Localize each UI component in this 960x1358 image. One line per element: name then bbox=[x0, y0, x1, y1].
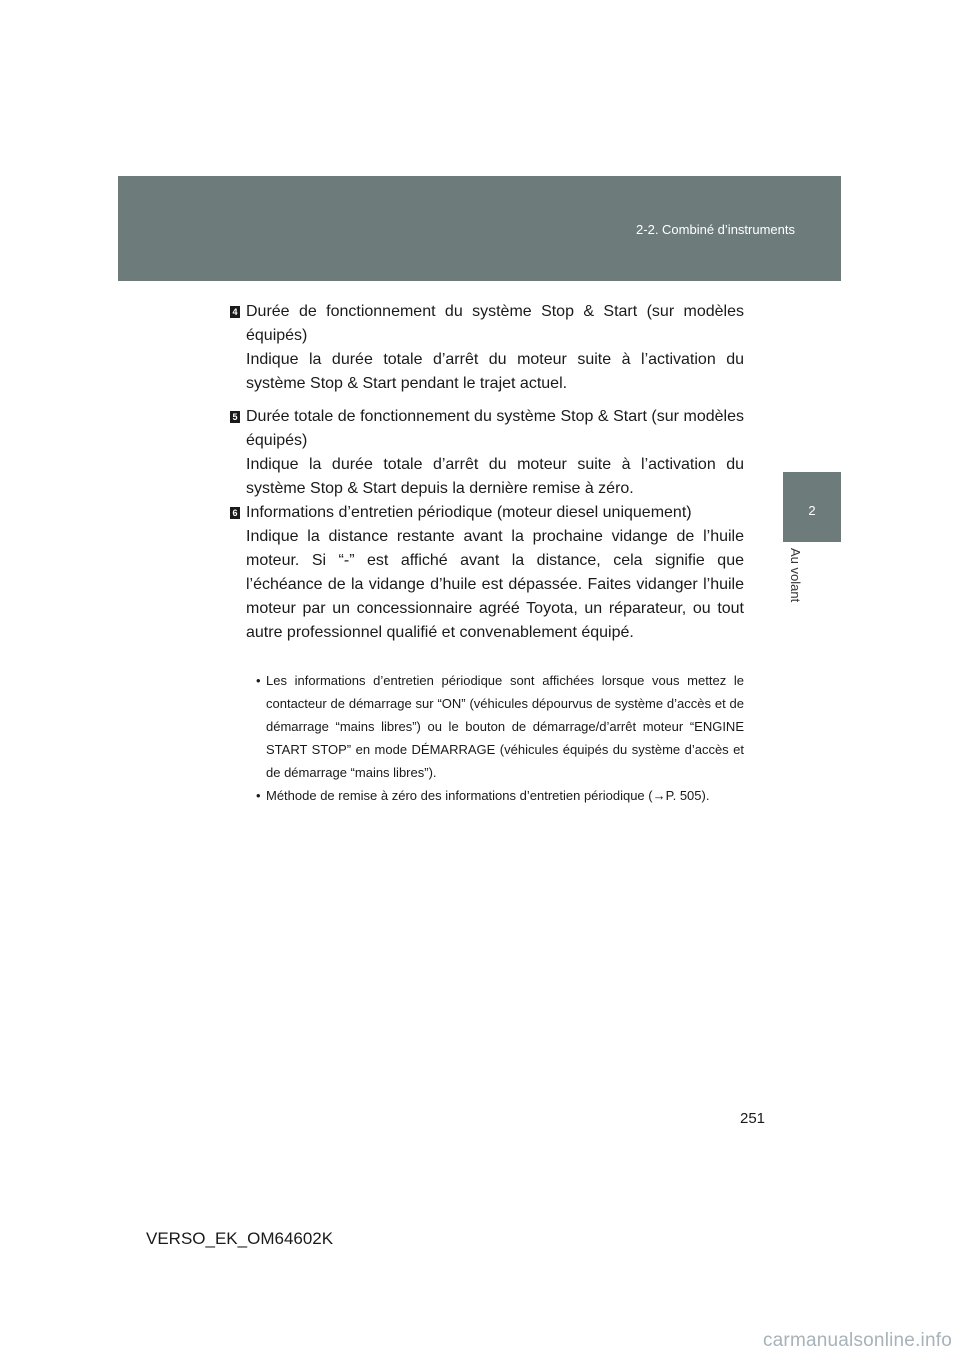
note-text: Les informations d’entretien périodique sont affichées lorsque vous mettez le contacteur de démarrage sur “ON” (véhicules dépourvus de système d’accès et de démarrage “mains libres”) ou le bouton de démarrage/d’arrêt moteur “ENGINE START STOP” en mode DÉMARRAGE (véhicules équipés du système d’accès et de démarrage “mains libres”). bbox=[266, 673, 744, 780]
item-title: Informations d’entretien périodique (moteur diesel uniquement) bbox=[246, 504, 692, 521]
chapter-number: 2 bbox=[808, 503, 816, 518]
item-title: Durée de fonctionnement du système Stop & Start (sur modèles équipés) bbox=[246, 303, 744, 344]
item-6 bbox=[230, 501, 744, 645]
document-code: VERSO_EK_OM64602K bbox=[146, 1229, 334, 1248]
bullet-icon: • bbox=[256, 788, 261, 803]
bullet-icon: • bbox=[256, 673, 261, 688]
item-description: Indique la durée totale d’arrêt du moteur suite à l’activation du système Stop & Start depuis la dernière remise à zéro. bbox=[246, 456, 744, 497]
item-4 bbox=[230, 300, 744, 396]
item-title: Durée totale de fonctionnement du système Stop & Start (sur modèles équipés) bbox=[246, 408, 744, 449]
section-title: 2-2. Combiné d’instruments bbox=[636, 222, 795, 237]
watermark: carmanualsonline.info bbox=[762, 1330, 952, 1351]
item-marker-4: 4 bbox=[230, 306, 240, 318]
note-text: Méthode de remise à zéro des informations d’entretien périodique (→P. 505). bbox=[266, 788, 710, 803]
note-item bbox=[230, 784, 744, 807]
note-item bbox=[230, 669, 744, 784]
header-band bbox=[118, 176, 841, 281]
item-5 bbox=[230, 405, 744, 501]
item-marker-6: 6 bbox=[230, 507, 240, 519]
item-description: Indique la durée totale d’arrêt du moteur suite à l’activation du système Stop & Start pendant le trajet actuel. bbox=[246, 351, 744, 392]
item-description: Indique la distance restante avant la prochaine vidange de l’huile moteur. Si “-” est affiché avant la distance, cela signifie que l’échéance de la vidange d’huile est dépassée. Faites vidanger l’huile moteur par un concessionnaire agréé Toyota, un réparateur, ou tout autre professionnel qualifié et convenablement équipé. bbox=[246, 528, 744, 641]
page-content bbox=[230, 300, 744, 807]
item-marker-5: 5 bbox=[230, 411, 240, 423]
chapter-title: Au volant bbox=[788, 548, 803, 603]
chapter-tab bbox=[783, 472, 841, 542]
page-number: 251 bbox=[740, 1110, 766, 1127]
notes-list bbox=[230, 669, 744, 807]
